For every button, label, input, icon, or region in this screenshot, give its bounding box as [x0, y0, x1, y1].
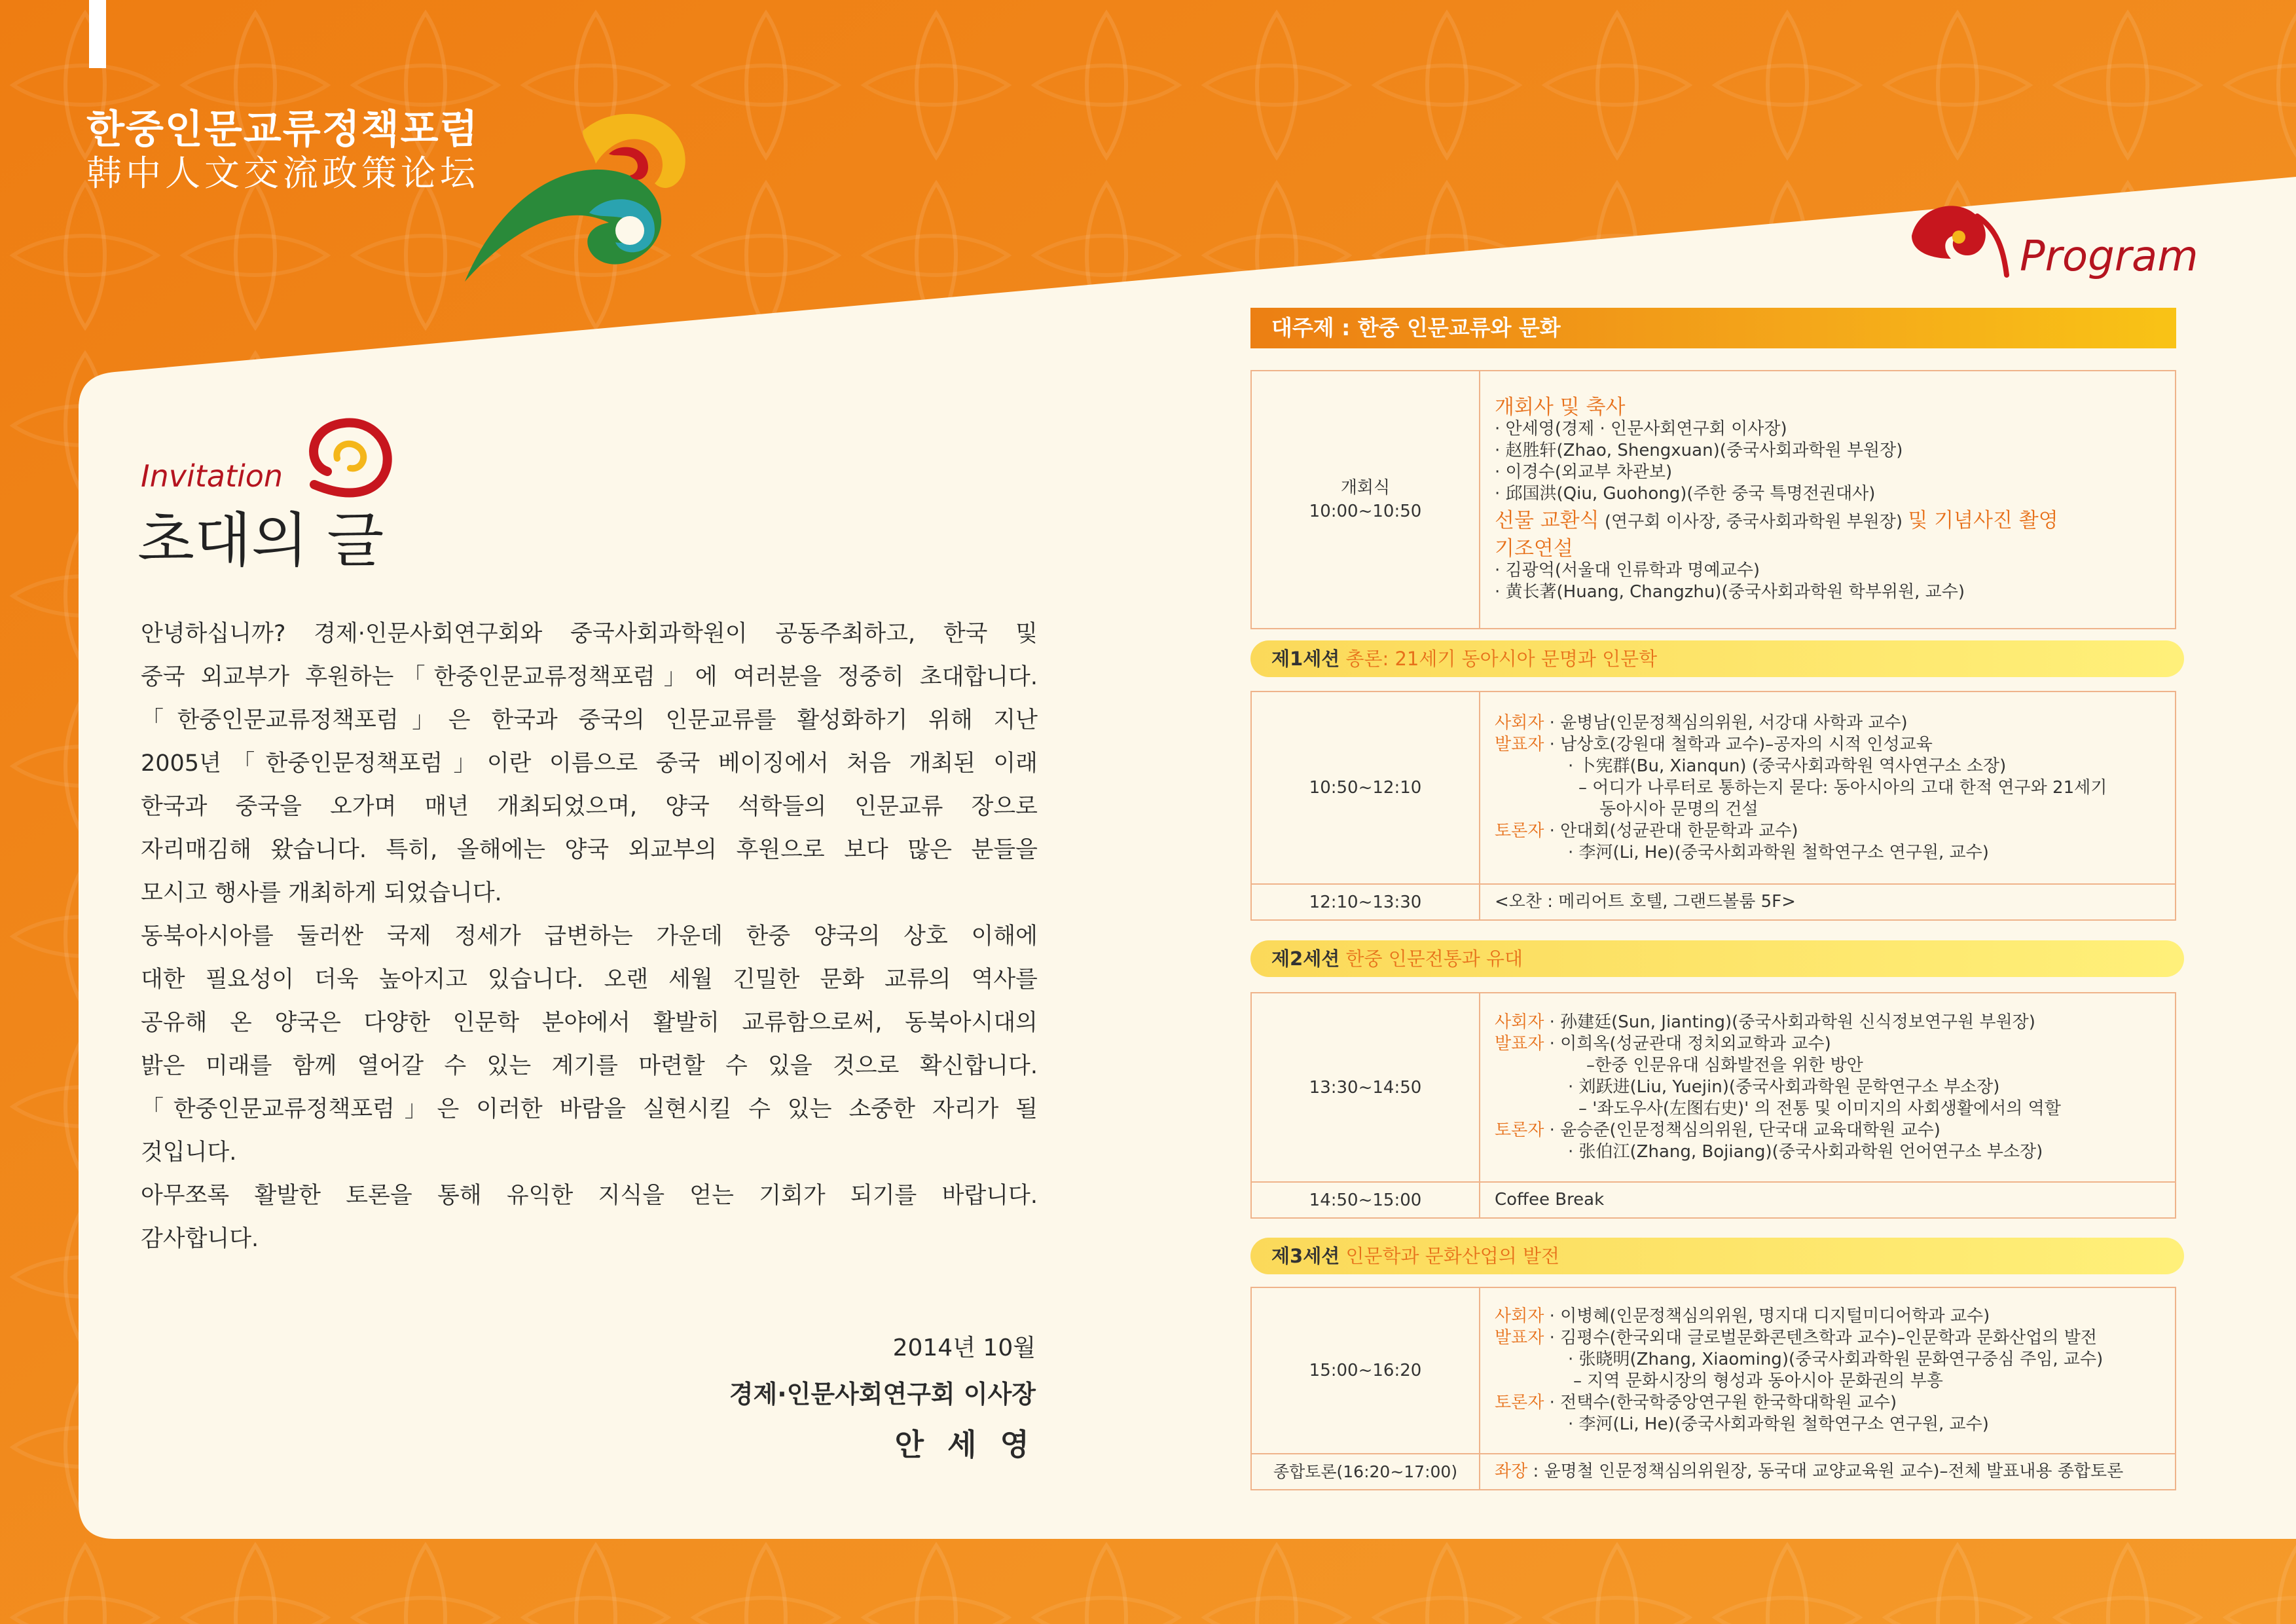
moderator-line	[1495, 1012, 2163, 1033]
table-row	[1251, 692, 2176, 884]
closing-time: 종합토론(16:20~17:00)	[1251, 1454, 1480, 1490]
invitation-swirl-icon	[288, 413, 406, 504]
session-2-label: 제2세션	[1271, 948, 1340, 970]
discussant-line: · 李河(Li, He)(중국사회과학원 철학연구소 연구원, 교수)	[1568, 842, 1989, 862]
opening-details	[1480, 371, 2176, 629]
discussant-text: · 안대회(성균관대 한문학과 교수)	[1544, 821, 1798, 841]
lunch-time: 12:10~13:30	[1251, 884, 1480, 920]
gift-exchange-title: 선물 교환식	[1495, 508, 1599, 532]
letter-line: 동북아시아를 둘러싼 국제 정세가 급변하는 가운데 한중 양국의 상호 이해에	[141, 923, 1038, 950]
session-3-table	[1250, 1287, 2176, 1490]
presentation-title: 동아시아 문명의 건설	[1599, 799, 1758, 819]
table-row	[1251, 1287, 2176, 1454]
session-2-time: 13:30~14:50	[1251, 993, 1480, 1182]
table-row	[1251, 1454, 2176, 1490]
presenter-line	[1495, 1327, 2163, 1349]
discussant-line: · 张伯江(Zhang, Bojiang)(중국사회과학원 언어연구소 부소장)	[1568, 1142, 2043, 1162]
letter-line: 안녕하십니까? 경제·인문사회연구회와 중국사회과학원이 공동주최하고, 한국 및	[141, 621, 1038, 647]
letter-line: 모시고 행사를 개최하게 되었습니다.	[141, 880, 502, 906]
presenter-line: · 张晓明(Zhang, Xiaoming)(중국사회과학원 문화연구중심 주임, 교수)	[1568, 1350, 2104, 1369]
letter-line: 2005년「한중인문정책포럼」이란 이름으로 중국 베이징에서 처음 개최된 이래	[141, 750, 1038, 777]
presenter-line: · 刘跃进(Liu, Yuejin)(중국사회과학원 문학연구소 부소장)	[1568, 1077, 2000, 1097]
discussant-line	[1495, 1392, 2163, 1414]
session-1-details	[1480, 692, 2176, 884]
letter-line: 「한중인문교류정책포럼」은 이러한 바람을 실현시킬 수 있는 소중한 자리가 될	[141, 1096, 1038, 1122]
session-3-details	[1480, 1287, 2176, 1454]
keynote-line: · 黄长著(Huang, Changzhu)(중국사회과학원 학부위원, 교수)	[1495, 581, 1965, 602]
role-label: 좌장	[1495, 1462, 1528, 1481]
presenter-text: · 이희옥(성균관대 정치외교학과 교수)	[1544, 1034, 1831, 1054]
program-heading: Program	[2020, 232, 2198, 281]
presentation-title: – 지역 문화시장의 형성과 동아시아 문화권의 부흥	[1573, 1371, 1943, 1391]
presenter-line: · 卜宪群(Bu, Xianqun) (중국사회과학원 역사연구소 소장)	[1568, 756, 2007, 776]
letter-line: 아무쪼록 활발한 토론을 통해 유익한 지식을 얻는 기회가 되기를 바랍니다.	[141, 1183, 1038, 1209]
session-2-table	[1250, 992, 2176, 1219]
opening-subheading: 개회사 및 축사	[1495, 395, 1626, 419]
role-label: 사회자	[1495, 1012, 1544, 1032]
table-row	[1251, 371, 2176, 629]
speaker-line: · 邱国洪(Qiu, Guohong)(주한 중국 특명전권대사)	[1495, 483, 1876, 504]
role-label: 토론자	[1495, 1120, 1544, 1140]
session-1-title: 총론: 21세기 동아시아 문명과 인문학	[1345, 648, 1658, 670]
role-label: 발표자	[1495, 1328, 1544, 1348]
opening-label: 개회식	[1340, 478, 1391, 498]
letter-line: 감사합니다.	[141, 1226, 259, 1252]
speaker-line: · 이경수(외교부 차관보)	[1495, 462, 1673, 482]
speaker-line: · 안세영(경제 · 인문사회연구회 이사장)	[1495, 418, 1787, 439]
role-label: 발표자	[1495, 734, 1544, 754]
program-theme-bar: 대주제 : 한중 인문교류와 문화	[1250, 308, 2176, 348]
letter-line: 자리매김해 왔습니다. 특히, 올해에는 양국 외교부의 후원으로 보다 많은 분들을	[141, 837, 1038, 863]
presenter-line	[1495, 734, 2163, 756]
discussant-line: · 李河(Li, He)(중국사회과학원 철학연구소 연구원, 교수)	[1568, 1414, 1989, 1434]
moderator-line	[1495, 712, 2163, 734]
discussant-line	[1495, 821, 2163, 842]
opening-time-cell	[1251, 371, 1480, 629]
presenter-text: · 남상호(강원대 철학과 교수)–공자의 시적 인성교육	[1544, 734, 1933, 754]
presentation-title: – 어디가 나루터로 통하는지 묻다: 동아시아의 고대 한적 연구와 21세기	[1578, 777, 2107, 798]
presenter-line	[1495, 1033, 2163, 1055]
table-row	[1251, 993, 2176, 1182]
session-2-title: 한중 인문전통과 유대	[1345, 948, 1523, 970]
forum-logo-icon	[458, 92, 694, 288]
presentation-title: –한중 인문유대 심화발전을 위한 방안	[1586, 1056, 1863, 1075]
gift-exchange-line	[1495, 510, 2163, 533]
presenter-text: · 김평수(한국외대 글로벌문화콘텐츠학과 교수)–인문학과 문화산업의 발전	[1544, 1328, 2097, 1348]
session-3-header	[1250, 1238, 2184, 1274]
closing-text: : 윤명철 인문정책심의위원장, 동국대 교양교육원 교수)–전체 발표내용 종합토론	[1527, 1462, 2124, 1481]
moderator-text: · 孙建廷(Sun, Jianting)(중국사회과학원 신식정보연구원 부원장)	[1544, 1012, 2035, 1032]
presentation-title: – '좌도우사(左图右史)' 의 전통 및 이미지의 사회생활에서의 역할	[1578, 1099, 2061, 1118]
discussant-line	[1495, 1120, 2163, 1141]
invitation-label-english: Invitation	[141, 458, 283, 494]
keynote-subheading: 기조연설	[1495, 536, 1573, 561]
letter-line: 대한 필요성이 더욱 높아지고 있습니다. 오랜 세월 긴밀한 문화 교류의 역사를	[141, 967, 1038, 993]
letter-line: 것입니다.	[141, 1139, 237, 1166]
keynote-line: · 김광억(서울대 인류학과 명예교수)	[1495, 560, 1760, 580]
moderator-text: · 이병혜(인문정책심의위원, 명지대 디지털미디어학과 교수)	[1544, 1306, 1990, 1326]
session-1-label: 제1세션	[1271, 648, 1340, 670]
header-accent-bar	[89, 0, 106, 68]
coffee-text: Coffee Break	[1480, 1182, 2176, 1218]
gift-exchange-note: (연구회 이사장, 중국사회과학원 부원장)	[1604, 511, 1903, 532]
session-3-label: 제3세션	[1271, 1245, 1340, 1267]
discussant-text: · 전택수(한국학중앙연구원 한국학대학원 교수)	[1544, 1393, 1897, 1412]
forum-title-chinese: 韩中人文交流政策论坛	[86, 153, 479, 194]
photo-session-title: 및 기념사진 촬영	[1908, 508, 2058, 532]
coffee-time: 14:50~15:00	[1251, 1182, 1480, 1218]
forum-title-korean: 한중인문교류정책포럼	[86, 107, 479, 153]
signer-title: 경제·인문사회연구회 이사장	[729, 1380, 1036, 1409]
letter-line: 밝은 미래를 함께 열어갈 수 있는 계기를 마련할 수 있을 것으로 확신합니다.	[141, 1053, 1038, 1079]
invitation-letter	[141, 612, 1038, 1261]
role-label: 사회자	[1495, 712, 1544, 733]
closing-details	[1480, 1454, 2176, 1490]
session-2-details	[1480, 993, 2176, 1182]
session-3-title: 인문학과 문화산업의 발전	[1345, 1245, 1560, 1267]
role-label: 사회자	[1495, 1306, 1544, 1326]
signer-name: 안 세 영	[894, 1427, 1036, 1462]
moderator-line	[1495, 1306, 2163, 1327]
session-1-header	[1250, 640, 2184, 677]
letter-line: 중국 외교부가 후원하는「한중인문교류정책포럼」에 여러분을 정중히 초대합니다.	[141, 664, 1038, 690]
opening-table	[1250, 370, 2176, 629]
session-1-time: 10:50~12:10	[1251, 692, 1480, 884]
opening-time: 10:00~10:50	[1309, 502, 1422, 521]
discussant-text: · 윤승준(인문정책심의위원, 단국대 교육대학원 교수)	[1544, 1120, 1941, 1140]
letter-line: 한국과 중국을 오가며 매년 개최되었으며, 양국 석학들의 인문교류 장으로	[141, 794, 1038, 820]
session-1-table	[1250, 691, 2176, 921]
lunch-text: <오찬 : 메리어트 호텔, 그랜드볼룸 5F>	[1480, 884, 2176, 920]
role-label: 토론자	[1495, 821, 1544, 841]
role-label: 토론자	[1495, 1393, 1544, 1412]
table-row	[1251, 1182, 2176, 1218]
moderator-text: · 윤병남(인문정책심의위원, 서강대 사학과 교수)	[1544, 712, 1908, 733]
session-3-time: 15:00~16:20	[1251, 1287, 1480, 1454]
letter-line: 「한중인문교류정책포럼」은 한국과 중국의 인문교류를 활성화하기 위해 지난	[141, 707, 1038, 733]
speaker-line: · 赵胜轩(Zhao, Shengxuan)(중국사회과학원 부원장)	[1495, 440, 1903, 460]
session-2-header	[1250, 940, 2184, 977]
letter-date: 2014년 10월	[892, 1335, 1036, 1361]
letter-line: 공유해 온 양국은 다양한 인문학 분야에서 활발히 교류함으로써, 동북아시대의	[141, 1010, 1038, 1036]
table-row	[1251, 884, 2176, 920]
invitation-title: 초대의 글	[137, 506, 384, 575]
role-label: 발표자	[1495, 1034, 1544, 1054]
